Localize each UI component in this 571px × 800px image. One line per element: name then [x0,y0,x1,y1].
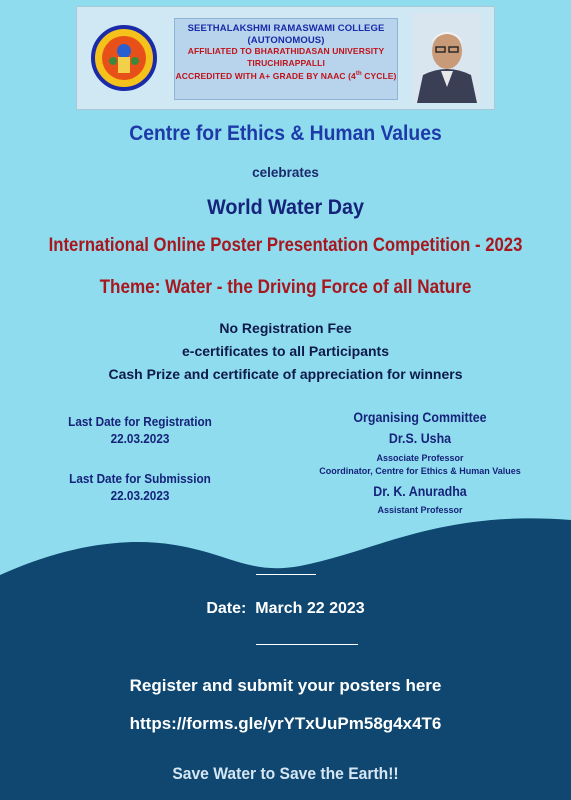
event-title: World Water Day [207,196,364,219]
committee-member1-role: Associate Professor [376,453,464,463]
registration-label: Last Date for Registration [68,415,212,429]
register-text: Register and submit your posters here [129,676,442,695]
highlight-certificates: e-certificates to all Participants [182,343,389,359]
competition-title: International Online Poster Presentation Competition - 2023 [48,235,523,256]
college-status: (AUTONOMOUS) [247,34,325,46]
committee-member2-name: Dr. K. Anuradha [373,484,467,499]
slogan: Save Water to Save the Earth!! [172,764,399,783]
event-date [0,600,571,618]
date-label: Date: [206,600,247,617]
submission-date: 22.03.2023 [110,489,170,503]
college-affiliation: AFFILIATED TO BHARATHIDASAN UNIVERSITY [187,46,385,57]
committee-heading: Organising Committee [353,410,487,425]
college-accreditation: ACCREDITED WITH A+ GRADE BY NAAC (4th CYCLE) [175,71,397,82]
theme-text: Theme: Water - the Driving Force of all Nature [99,277,472,298]
celebrates-text: celebrates [252,165,319,180]
college-city: TIRUCHIRAPPALLI [247,57,325,68]
highlight-fee: No Registration Fee [219,320,352,336]
date-value: March 22 2023 [255,600,365,617]
divider-top [256,574,316,575]
committee-member1-name: Dr.S. Usha [388,431,452,446]
registration-date: 22.03.2023 [110,432,170,446]
divider-bottom [256,644,358,645]
submission-label: Last Date for Submission [69,472,211,486]
college-name: SEETHALAKSHMI RAMASWAMI COLLEGE [187,23,385,34]
committee-member1-coordinator: Coordinator, Centre for Ethics & Human Values [319,466,521,476]
highlight-prize: Cash Prize and certificate of appreciation for winners [108,366,463,382]
centre-title: Centre for Ethics & Human Values [129,122,442,145]
committee-member2-role: Assistant Professor [377,505,463,515]
registration-link[interactable]: https://forms.gle/yrYTxUuPm58g4x4T6 [129,714,442,733]
